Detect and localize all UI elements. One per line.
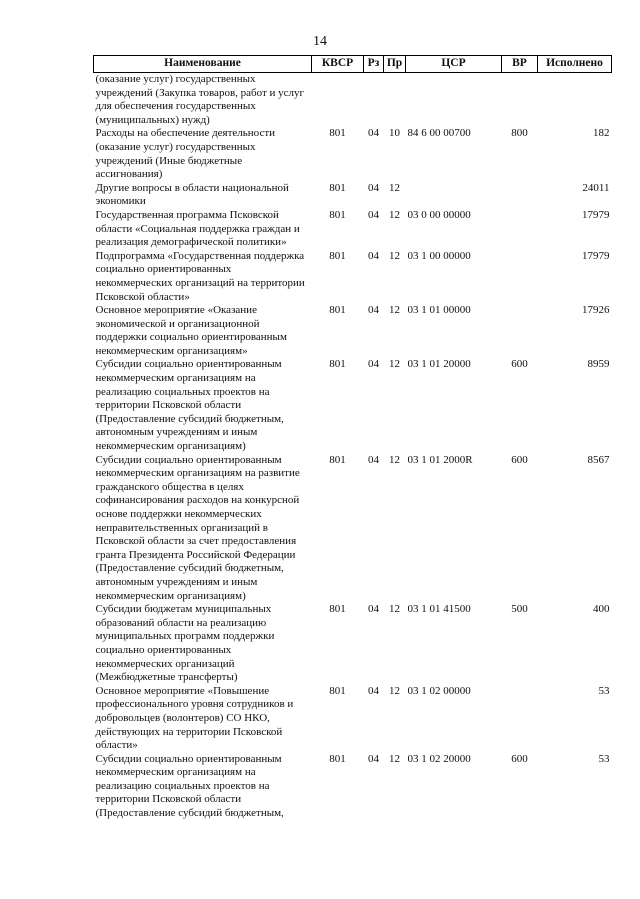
row-csr: 03 1 01 2000R [407, 453, 473, 466]
table-row [94, 250, 612, 304]
row-sum [538, 73, 612, 128]
row-kvsr: 801 [329, 249, 346, 262]
header-kvsr: КВСР [312, 56, 364, 73]
row-kvsr: 801 [329, 453, 346, 466]
row-vr [502, 73, 538, 128]
row-sum: 8567 [587, 453, 610, 466]
row-name: Расходы на обеспечение деятельности (оказание услуг) государственных учреждений (Иные бюджетные ассигнования) [95, 127, 276, 181]
row-name: Субсидии социально ориентированным некоммерческим организациям на реализацию социальных проектов на территории Псковской области (Предоставление субсидий бюджетным, [95, 752, 284, 820]
row-csr: 03 1 01 41500 [407, 603, 471, 616]
row-kvsr: 801 [329, 127, 346, 140]
row-sum: 182 [593, 127, 610, 140]
row-vr [502, 304, 538, 358]
row-pr: 12 [389, 684, 400, 697]
row-sum: 17979 [582, 249, 610, 262]
row-rz [364, 73, 384, 128]
budget-table [93, 55, 612, 821]
row-rz: 04 [368, 181, 379, 194]
row-sum: 8959 [587, 358, 610, 371]
row-vr [502, 182, 538, 209]
row-kvsr: 801 [329, 603, 346, 616]
row-csr: 03 1 02 20000 [407, 752, 471, 765]
row-pr: 12 [389, 358, 400, 371]
row-pr [384, 73, 406, 128]
row-sum: 24011 [582, 181, 610, 194]
row-kvsr: 801 [329, 208, 346, 221]
table-row [94, 753, 612, 821]
row-vr [502, 685, 538, 753]
row-vr: 800 [511, 127, 528, 140]
row-vr: 600 [511, 453, 528, 466]
row-csr [406, 73, 502, 128]
table-row [94, 304, 612, 358]
row-rz: 04 [368, 358, 379, 371]
row-kvsr: 801 [329, 181, 346, 194]
row-name: Субсидии социально ориентированным некоммерческим организациям на реализацию социальных проектов на территории Псковской области (Предоставление субсидий бюджетным, автономным учреждениям и иным некоммерческим организациям) [95, 358, 284, 453]
row-name: Субсидии бюджетам муниципальных образований области на реализацию муниципальных программ поддержки социально ориентированных некоммерческих организаций (Межбюджетные трансферты) [95, 603, 275, 684]
row-name: Субсидии социально ориентированным некоммерческим организациям на развитие гражданского общества в целях софинансирования расходов на конкурсной основе поддержки некоммерческих неправительственных организаций в Псковской области за счет предоставления гранта Президента Российской Федерации (Предоставление субсидий бюджетным, автономным учреждениям и иным некоммерческим организациям) [95, 453, 300, 602]
table-row [94, 685, 612, 753]
page-number: 14 [313, 34, 327, 49]
table-row [94, 127, 612, 181]
row-rz: 04 [368, 208, 379, 221]
row-kvsr: 801 [329, 304, 346, 317]
row-name: Государственная программа Псковской области «Социальная поддержка граждан и реализация демографической политики» [95, 208, 300, 249]
header-rz: Рз [364, 56, 384, 73]
row-csr [406, 182, 502, 209]
row-sum: 53 [598, 684, 610, 697]
row-csr: 03 1 01 20000 [407, 358, 471, 371]
row-rz: 04 [368, 249, 379, 262]
row-pr: 12 [389, 453, 400, 466]
table-row [94, 358, 612, 453]
row-sum: 17979 [582, 208, 610, 221]
row-kvsr: 801 [329, 684, 346, 697]
row-pr: 12 [389, 208, 400, 221]
row-name: Основное мероприятие «Повышение профессионального уровня сотрудников и добровольцев (волонтеров) СО НКО, действующих на территории Псковской области» [95, 684, 294, 752]
table-row [94, 454, 612, 604]
row-pr: 12 [389, 304, 400, 317]
row-kvsr [312, 73, 364, 128]
row-sum: 53 [598, 752, 610, 765]
header-vr: ВР [502, 56, 538, 73]
header-pr: Пр [384, 56, 406, 73]
table-row [94, 73, 612, 128]
header-csr: ЦСР [406, 56, 502, 73]
row-rz: 04 [368, 684, 379, 697]
row-name: Другие вопросы в области национальной экономики [95, 181, 289, 208]
row-pr: 10 [389, 127, 400, 140]
row-rz: 04 [368, 127, 379, 140]
row-vr: 600 [511, 752, 528, 765]
row-csr: 03 0 00 00000 [407, 208, 471, 221]
row-vr: 600 [511, 358, 528, 371]
table-header-row [94, 56, 612, 73]
row-csr: 84 6 00 00700 [407, 127, 471, 140]
row-sum: 400 [593, 603, 610, 616]
table-row [94, 603, 612, 685]
table-row [94, 209, 612, 250]
row-pr: 12 [389, 752, 400, 765]
row-csr: 03 1 00 00000 [407, 249, 471, 262]
header-sum: Исполнено [538, 56, 612, 73]
row-pr: 12 [389, 249, 400, 262]
row-csr: 03 1 01 00000 [407, 304, 471, 317]
row-name: Основное мероприятие «Оказание экономической и организационной поддержки социально ориентированным некоммерческим организациям» [95, 304, 287, 357]
row-kvsr: 801 [329, 752, 346, 765]
row-name: (оказание услуг) государственных учреждений (Закупка товаров, работ и услуг для обеспечения государственных (муниципальных) нужд) [95, 73, 305, 126]
row-name: Подпрограмма «Государственная поддержка социально ориентированных некоммерческих организаций на территории Псковской области» [95, 249, 305, 303]
row-kvsr: 801 [329, 358, 346, 371]
row-pr: 12 [389, 603, 400, 616]
row-pr: 12 [389, 181, 400, 194]
row-vr: 500 [511, 603, 528, 616]
row-csr: 03 1 02 00000 [407, 684, 471, 697]
row-rz: 04 [368, 304, 379, 317]
row-rz: 04 [368, 603, 379, 616]
table-row [94, 182, 612, 209]
row-rz: 04 [368, 453, 379, 466]
header-name: Наименование [94, 56, 312, 73]
row-vr [502, 209, 538, 250]
row-rz: 04 [368, 752, 379, 765]
row-vr [502, 250, 538, 304]
row-sum: 17926 [582, 304, 610, 317]
